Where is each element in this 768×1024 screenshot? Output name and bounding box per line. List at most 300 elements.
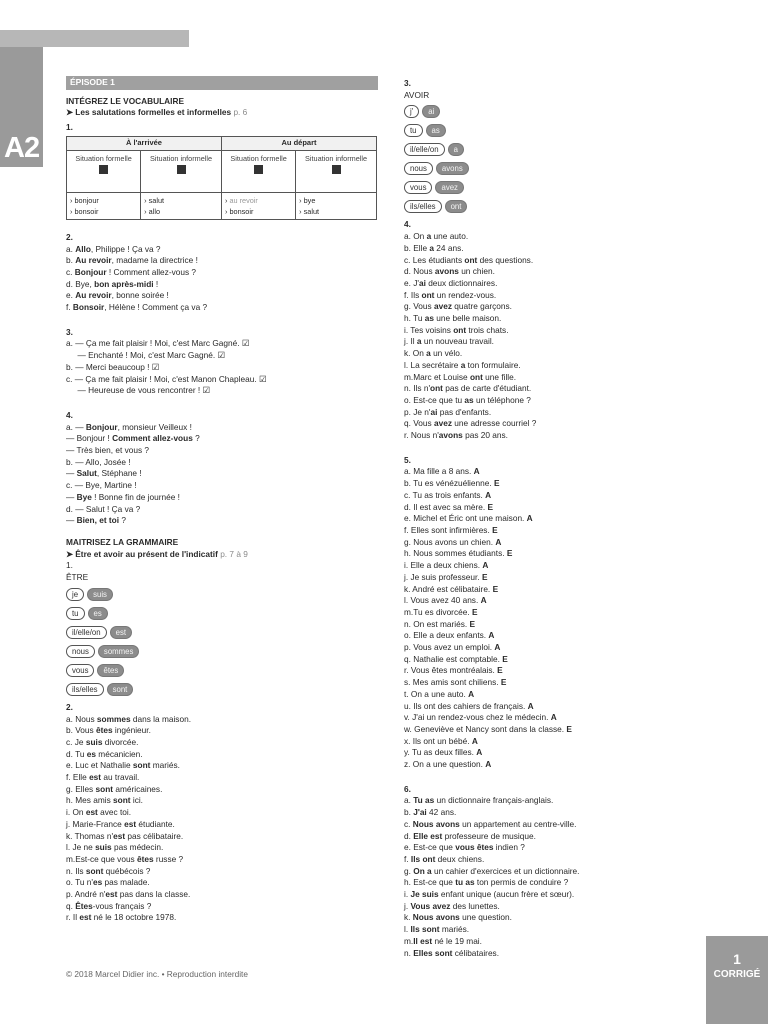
answer-line — [404, 854, 704, 866]
answer-text: a. — [66, 243, 76, 254]
answer-line — [404, 418, 704, 430]
answer-letter: E — [506, 548, 513, 559]
exercise-2-grammar-answers — [66, 714, 378, 925]
answer-text: s. Mes amis sont chiliens. — [404, 677, 501, 688]
answer-line — [404, 584, 704, 596]
answer-text: quatre garçons. — [451, 301, 512, 312]
answer-line — [404, 677, 704, 689]
answer-line — [404, 325, 704, 337]
answer-text: d. Il est avec sa mère. — [404, 501, 488, 512]
answer-highlight: tu as — [455, 877, 475, 888]
answer-highlight: as — [424, 313, 434, 324]
answer-line — [66, 480, 378, 492]
answer-highlight: Allo — [75, 243, 91, 254]
verb-form-pill: ai — [422, 105, 440, 118]
informal-label: Situation informelle — [150, 153, 213, 163]
answer-text: c. Je — [66, 736, 86, 747]
answer-text: n. — [404, 947, 414, 958]
answer-text: ici. — [130, 795, 143, 806]
answer-text: , Philippe ! Ça va ? — [90, 243, 161, 254]
conjugation-row — [404, 105, 704, 118]
answer-text: e. Michel et Éric ont une maison. — [404, 513, 527, 524]
answer-highlight: Il est — [413, 935, 433, 946]
answer-highlight: Salut — [76, 468, 97, 479]
answer-highlight: avez — [433, 301, 452, 312]
answer-letter: E — [493, 478, 500, 489]
conjugation-row — [404, 181, 704, 194]
answer-text: un nouveau travail. — [421, 336, 494, 347]
answer-text: une auto. — [431, 231, 469, 242]
pronoun-pill: tu — [66, 607, 85, 620]
answer-text: p. Vous avez un emploi. — [404, 642, 495, 653]
answer-text: américaines. — [113, 783, 163, 794]
tshirt-icon — [177, 165, 186, 174]
answer-letter: A — [480, 595, 487, 606]
answer-highlight: avons — [438, 430, 463, 441]
answer-line — [404, 525, 704, 537]
pronoun-pill: j' — [404, 105, 419, 118]
answer-line — [66, 877, 378, 889]
formal-header — [67, 150, 141, 192]
answer-line — [66, 504, 378, 516]
answer-text: w. Geneviève et Nancy sont dans la classe. — [404, 723, 567, 734]
answer-text: b. — Allo, Josée ! — [66, 456, 131, 467]
informal-header — [296, 150, 377, 192]
exercise-number: 5. — [404, 454, 411, 465]
exercise-number: 1. — [66, 122, 73, 133]
answer-text: — Très bien, et vous ? — [66, 445, 150, 456]
exercise-number: 6. — [404, 783, 411, 794]
conjugation-row — [66, 626, 378, 639]
answer-highlight: Nous avons — [412, 912, 460, 923]
answer-letter: A — [550, 712, 557, 723]
verb-title: ÊTRE — [66, 572, 89, 583]
answer-text: -vous français ? — [92, 900, 152, 911]
answer-line — [404, 490, 704, 502]
answer-highlight: ai — [418, 277, 426, 288]
answer-line — [404, 513, 704, 525]
answer-text: l. La secrétaire — [404, 359, 461, 370]
answer-text: f. — [66, 302, 73, 313]
answer-text: n. On est mariés. — [404, 618, 470, 629]
answer-line — [66, 725, 378, 737]
answer-text: r. Nous n' — [404, 430, 439, 441]
answer-highlight: Au revoir — [75, 255, 112, 266]
answer-line — [66, 267, 378, 279]
verb-form-pill: sont — [107, 683, 134, 696]
page-number: 1 — [733, 951, 741, 967]
exercise-number: 3. — [404, 78, 411, 88]
answer-text: o. Tu n' — [66, 877, 93, 888]
answer-line — [66, 866, 378, 878]
answer-line — [66, 468, 378, 480]
answer-text: o. Elle a deux enfants. — [404, 630, 489, 641]
answer-text: k. — [404, 912, 413, 923]
answer-highlight: Nous avons — [412, 818, 460, 829]
left-column — [66, 76, 378, 924]
answer-line — [404, 654, 704, 666]
answer-text: h. Est-ce que — [404, 877, 456, 888]
pronoun-pill: il/elle/on — [66, 626, 107, 639]
answer-highlight: ont — [464, 254, 478, 265]
subtitle-text: Être et avoir au présent de l'indicatif — [75, 548, 218, 559]
answer-text: i. Elle a deux chiens. — [404, 560, 483, 571]
answer-line — [404, 537, 704, 549]
answer-highlight: Elle est — [413, 830, 443, 841]
answer-highlight: a — [426, 231, 432, 242]
answer-line — [404, 724, 704, 736]
answer-line — [404, 430, 704, 442]
answer-highlight: Je suis — [410, 889, 439, 900]
copyright-footer: © 2018 Marcel Didier inc. • Reproduction interdite — [66, 969, 248, 979]
answer-line — [404, 665, 704, 677]
answer-text: ? — [192, 433, 200, 444]
conjugation-row — [66, 607, 378, 620]
exercise-6-grammar-answers — [404, 795, 704, 959]
answer-highlight: êtes — [95, 725, 113, 736]
level-label: A2 — [4, 132, 40, 164]
answer-line — [404, 383, 704, 395]
answer-highlight: On a — [413, 865, 432, 876]
answer-line — [66, 760, 378, 772]
verb-form-pill: est — [110, 626, 132, 639]
answer-line — [404, 290, 704, 302]
answer-highlight: Bonjour — [74, 266, 107, 277]
answer-highlight: est — [85, 807, 98, 818]
answer-highlight: avez — [433, 418, 452, 429]
answer-line — [404, 313, 704, 325]
answer-text: m.Est-ce que vous — [66, 853, 138, 864]
verb-form-pill: suis — [87, 588, 113, 601]
answer-line — [66, 422, 378, 434]
answer-text: e. — [66, 290, 76, 301]
verb-form-pill: avez — [435, 181, 463, 194]
answer-text: pas de carte d'étudiant. — [442, 383, 532, 394]
answer-letter: A — [471, 735, 478, 746]
answer-text: h. Tu — [404, 313, 425, 324]
answer-line — [404, 548, 704, 560]
conjugation-row — [66, 664, 378, 677]
answer-line — [404, 819, 704, 831]
answer-line — [404, 336, 704, 348]
answer-text: un rendez-vous. — [434, 289, 497, 300]
answer-line — [404, 795, 704, 807]
answer-text: une question. — [459, 912, 512, 923]
answer-line — [404, 759, 704, 771]
answer-text: m.Tu es divorcée. — [404, 606, 472, 617]
answer-line: — Enchanté ! Moi, c'est Marc Gagné. ☑ — [66, 350, 225, 361]
answer-line — [66, 912, 378, 924]
verb-form-pill: es — [88, 607, 108, 620]
answer-line — [66, 749, 378, 761]
answer-line — [404, 478, 704, 490]
answer-text: ton formulaire. — [465, 359, 521, 370]
conjugation-row — [404, 162, 704, 175]
answer-line — [66, 714, 378, 726]
answer-line — [404, 502, 704, 514]
exercise-number: 4. — [404, 219, 411, 230]
answer-line — [404, 866, 704, 878]
answer-line — [404, 301, 704, 313]
answer-text: avec toi. — [97, 807, 132, 818]
answer-highlight: Ils ont — [410, 853, 436, 864]
answer-text: i. On — [66, 807, 86, 818]
answer-highlight: est — [79, 912, 92, 923]
answer-text: un appartement au centre-ville. — [459, 818, 577, 829]
answer-text: f. — [404, 853, 411, 864]
answer-text: une adresse courriel ? — [451, 418, 537, 429]
pronoun-pill: ils/elles — [66, 683, 104, 696]
answer-text: indien ? — [493, 842, 525, 853]
answer-text: c. — Bye, Martine ! — [66, 480, 137, 491]
page-ref: p. 7 à 9 — [220, 548, 248, 559]
answer-text: divorcée. — [102, 736, 139, 747]
exercise-4-answers — [66, 422, 378, 527]
cell-text: salut — [148, 195, 165, 205]
answer-highlight: as — [464, 394, 474, 405]
answer-text: pas 20 ans. — [462, 430, 508, 441]
answer-text: b. — [404, 807, 414, 818]
answer-text: o. Est-ce que tu — [404, 394, 465, 405]
answer-text: deux chiens. — [435, 853, 485, 864]
answer-text: x. Ils ont un bébé. — [404, 735, 472, 746]
answer-line — [404, 889, 704, 901]
answer-letter: A — [485, 759, 492, 770]
answer-text: a. Nous — [66, 713, 97, 724]
answer-text: russe ? — [153, 853, 184, 864]
answer-text: , bonne soirée ! — [111, 290, 169, 301]
answer-line — [404, 278, 704, 290]
answer-text: j. Je suis professeur. — [404, 571, 482, 582]
answer-text: pas dans la classe. — [117, 889, 191, 900]
answer-text: f. Elles sont infirmières. — [404, 524, 493, 535]
answer-letter: A — [526, 513, 533, 524]
answer-text: a. Ma fille a 8 ans. — [404, 466, 474, 477]
answer-text: né le 18 octobre 1978. — [91, 912, 177, 923]
answer-line — [66, 889, 378, 901]
answer-text: mariés. — [150, 760, 180, 771]
answer-text: v. J'ai un rendez-vous chez le médecin. — [404, 712, 551, 723]
answer-line: b. — Merci beaucoup ! ☑ — [66, 361, 160, 372]
answer-line — [404, 595, 704, 607]
answer-text: u. Ils ont des cahiers de français. — [404, 700, 528, 711]
answer-text: — — [66, 515, 77, 526]
answer-line — [66, 795, 378, 807]
answer-highlight: Êtes — [75, 900, 93, 911]
verb-form-pill: ont — [445, 200, 468, 213]
answer-highlight: Bye — [76, 491, 92, 502]
subtitle-text: Les salutations formelles et informelles — [75, 107, 232, 118]
formal-header — [221, 150, 295, 192]
answer-text: des lunettes. — [450, 900, 500, 911]
answer-line — [404, 831, 704, 843]
answer-text: une belle maison. — [434, 313, 502, 324]
answer-highlight: est — [113, 830, 126, 841]
answer-line — [404, 619, 704, 631]
answer-line — [66, 901, 378, 913]
answer-line: — Heureuse de vous rencontrer ! ☑ — [66, 385, 210, 396]
exercise-3-answers — [66, 338, 378, 397]
conjugation-row — [404, 124, 704, 137]
conjugation-row — [66, 588, 378, 601]
answer-line — [404, 607, 704, 619]
answer-line — [404, 572, 704, 584]
answer-text: n. Ils n' — [404, 383, 431, 394]
answer-text: h. Mes amis — [66, 795, 114, 806]
answer-text: des questions. — [477, 254, 534, 265]
table-cell: › salut › allo — [141, 192, 222, 219]
answer-text: ingénieur. — [112, 725, 151, 736]
answer-text: a. On — [404, 231, 427, 242]
answer-text: deux dictionnaires. — [425, 277, 498, 288]
formal-label: Situation formelle — [75, 153, 132, 163]
answer-highlight: est — [89, 772, 102, 783]
answer-text: t. On a une auto. — [404, 688, 469, 699]
answer-text: — — [66, 468, 77, 479]
answer-line — [66, 433, 378, 445]
tshirt-icon — [332, 165, 341, 174]
answer-text: enfant unique (aucun frère et sœur). — [438, 889, 575, 900]
answer-highlight: Tu as — [413, 795, 435, 806]
answer-line — [404, 912, 704, 924]
answer-line — [66, 244, 378, 256]
verb-form-pill: êtes — [97, 664, 124, 677]
answer-letter: E — [566, 723, 572, 734]
answer-highlight: Bien, et toi — [76, 515, 120, 526]
answer-highlight: bon après-midi — [94, 278, 154, 289]
answer-line — [404, 560, 704, 572]
cell-text: bonsoir — [74, 206, 99, 216]
answer-text: j. — [404, 900, 411, 911]
answer-highlight: est — [105, 889, 118, 900]
answer-letter: A — [494, 642, 501, 653]
conjugation-row — [404, 143, 704, 156]
answer-letter: A — [485, 489, 492, 500]
conjugation-row — [404, 200, 704, 213]
answer-line — [66, 290, 378, 302]
answer-highlight: J'ai — [413, 807, 427, 818]
answer-line — [404, 348, 704, 360]
answer-line — [404, 747, 704, 759]
answer-text: professeure de musique. — [442, 830, 536, 841]
pronoun-pill: ils/elles — [404, 200, 442, 213]
avoir-conjugation — [404, 105, 704, 213]
answer-highlight: es — [86, 748, 96, 759]
informal-label: Situation informelle — [305, 153, 368, 163]
answer-text: p. Je n' — [404, 406, 431, 417]
cell-text: au revoir — [229, 195, 258, 205]
answer-line — [66, 807, 378, 819]
answer-line — [66, 279, 378, 291]
answer-highlight: suis — [95, 842, 112, 853]
answer-text: pas célibataire. — [125, 830, 184, 841]
cell-text: bye — [303, 195, 316, 205]
answer-text: né le 19 mai. — [432, 935, 482, 946]
answer-text: ! Bonne fin de journée ! — [91, 491, 180, 502]
answer-line — [404, 630, 704, 642]
answer-text: — — [66, 491, 77, 502]
answer-text: k. André est célibataire. — [404, 583, 493, 594]
answer-line — [404, 243, 704, 255]
exercise-2-answers — [66, 244, 378, 314]
answer-text: un dictionnaire français-anglais. — [434, 795, 554, 806]
answer-line — [404, 948, 704, 960]
answer-line — [404, 842, 704, 854]
pronoun-pill: nous — [66, 645, 95, 658]
answer-highlight: vous êtes — [455, 842, 494, 853]
pronoun-pill: tu — [404, 124, 423, 137]
table-cell: › au revoir › bonsoir — [221, 192, 295, 219]
answer-text: , Hélène ! Comment ça va ? — [104, 302, 208, 313]
corrige-label: CORRIGÉ — [713, 969, 761, 980]
answer-line — [404, 407, 704, 419]
answer-line — [66, 831, 378, 843]
answer-letter: E — [469, 618, 476, 629]
answer-text: , madame la directrice ! — [111, 255, 198, 266]
answer-text: l. — [404, 924, 411, 935]
answer-highlight: Vous avez — [410, 900, 451, 911]
page-ref: p. 6 — [233, 107, 248, 118]
answer-letter: A — [488, 630, 495, 641]
answer-text: ton permis de conduire ? — [474, 877, 569, 888]
answer-highlight: ont — [469, 371, 483, 382]
answer-text: n. Ils — [66, 865, 86, 876]
answer-line — [404, 701, 704, 713]
answer-text: , monsieur Veilleux ! — [117, 421, 192, 432]
answer-line — [404, 466, 704, 478]
answer-text: un cahier d'exercices et un dictionnaire. — [431, 865, 580, 876]
table-header-arrivee: À l'arrivée — [67, 136, 222, 150]
answer-line — [404, 936, 704, 948]
answer-letter: A — [468, 688, 475, 699]
answer-text: d. Nous — [404, 266, 435, 277]
answer-text: j. Marie-France — [66, 818, 125, 829]
answer-text: au travail. — [101, 772, 140, 783]
answer-text: b. Elle — [404, 242, 430, 253]
answer-text: p. André n' — [66, 889, 106, 900]
answer-highlight: suis — [85, 736, 103, 747]
answer-line — [404, 877, 704, 889]
answer-text: g. Nous avons un chien. — [404, 536, 496, 547]
answer-letter: A — [495, 536, 502, 547]
section-heading-vocab: INTÉGREZ LE VOCABULAIRE — [66, 95, 185, 106]
answer-line: c. — Ça me fait plaisir ! Moi, c'est Manon Chapleau. ☑ — [66, 373, 267, 384]
answer-letter: A — [527, 700, 534, 711]
answer-highlight: Bonsoir — [72, 302, 105, 313]
table-cell: › bye › salut — [296, 192, 377, 219]
answer-text: e. J' — [404, 277, 419, 288]
formal-label: Situation formelle — [230, 153, 287, 163]
answer-line — [404, 689, 704, 701]
answer-letter: E — [492, 524, 498, 535]
episode-banner: ÉPISODE 1 — [66, 76, 378, 90]
answer-text: b. Vous — [66, 725, 96, 736]
answer-letter: A — [473, 466, 480, 477]
answer-text: 42 ans. — [426, 807, 457, 818]
answer-text: b. Tu es vénézuélienne. — [404, 478, 494, 489]
answer-text: j. Il — [404, 336, 417, 347]
answer-text: y. Tu as deux filles. — [404, 747, 477, 758]
exercise-4-grammar-answers — [404, 231, 704, 442]
cell-text: bonjour — [74, 195, 99, 205]
pronoun-pill: nous — [404, 162, 433, 175]
answer-highlight: Bonjour — [85, 421, 118, 432]
answer-text: e. Luc et Nathalie — [66, 760, 133, 771]
answer-line — [66, 854, 378, 866]
answer-line — [66, 515, 378, 527]
answer-text: mariés. — [439, 924, 470, 935]
answer-text: d. Tu — [66, 748, 87, 759]
